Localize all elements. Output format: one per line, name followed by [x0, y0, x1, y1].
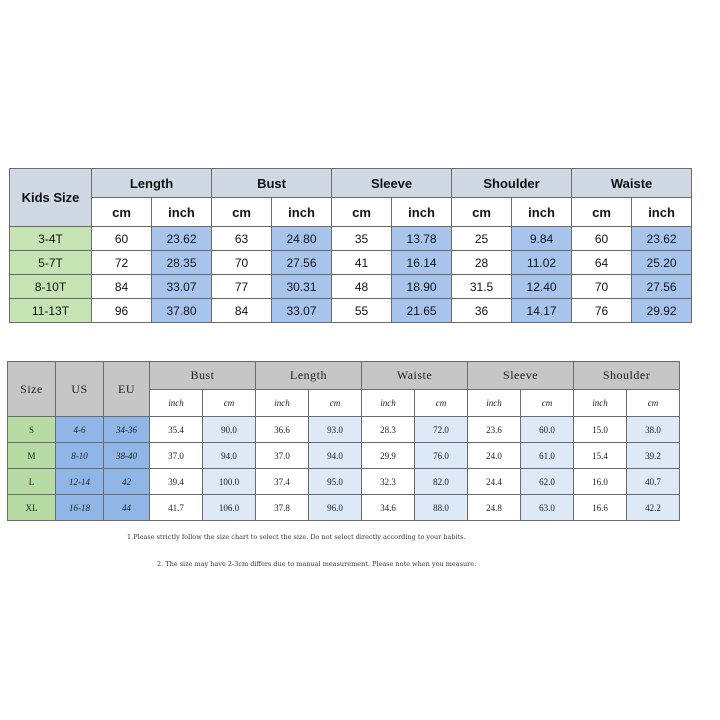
inch-value: 33.07	[272, 299, 332, 323]
inch-value: 35.4	[150, 417, 203, 443]
table-row	[10, 227, 692, 251]
inch-value: 16.14	[392, 251, 452, 275]
kids-size-chart	[9, 168, 692, 323]
inch-value: 34.6	[362, 495, 415, 521]
inch-value: 15.4	[574, 443, 627, 469]
kids-group-header: Bust	[212, 169, 332, 198]
inch-value: 37.80	[152, 299, 212, 323]
table-row	[10, 275, 692, 299]
kids-header-row	[10, 169, 692, 198]
inch-value: 9.84	[512, 227, 572, 251]
adult-size-chart	[7, 361, 680, 521]
inch-value: 24.8	[468, 495, 521, 521]
table-row	[8, 495, 680, 521]
size-cell: S	[8, 417, 56, 443]
cm-value: 60	[572, 227, 632, 251]
cm-value: 40.7	[627, 469, 680, 495]
unit-header: cm	[452, 198, 512, 227]
inch-value: 37.4	[256, 469, 309, 495]
inch-value: 37.0	[150, 443, 203, 469]
unit-header: cm	[627, 390, 680, 417]
cm-value: 96	[92, 299, 152, 323]
cm-value: 88.0	[415, 495, 468, 521]
inch-value: 21.65	[392, 299, 452, 323]
inch-value: 23.62	[632, 227, 692, 251]
cm-value: 94.0	[203, 443, 256, 469]
unit-header: cm	[332, 198, 392, 227]
eu-size-cell: 38-40	[104, 443, 150, 469]
cm-value: 64	[572, 251, 632, 275]
unit-header: cm	[572, 198, 632, 227]
adult-group-header: Shoulder	[574, 362, 680, 390]
inch-value: 29.92	[632, 299, 692, 323]
size-note-1: 1.Please strictly follow the size chart to select the size. Do not select directly according to your habits.	[127, 533, 466, 541]
cm-value: 106.0	[203, 495, 256, 521]
adult-header-row	[8, 362, 680, 390]
unit-header: cm	[309, 390, 362, 417]
us-size-cell: 8-10	[56, 443, 104, 469]
cm-value: 61.0	[521, 443, 574, 469]
inch-value: 27.56	[632, 275, 692, 299]
cm-value: 76	[572, 299, 632, 323]
unit-header: inch	[256, 390, 309, 417]
inch-value: 13.78	[392, 227, 452, 251]
inch-value: 14.17	[512, 299, 572, 323]
cm-value: 84	[212, 299, 272, 323]
adult-eu-header: EU	[104, 362, 150, 417]
unit-header: cm	[521, 390, 574, 417]
cm-value: 100.0	[203, 469, 256, 495]
unit-header: inch	[152, 198, 212, 227]
adult-size-header: Size	[8, 362, 56, 417]
cm-value: 39.2	[627, 443, 680, 469]
inch-value: 16.0	[574, 469, 627, 495]
eu-size-cell: 44	[104, 495, 150, 521]
inch-value: 16.6	[574, 495, 627, 521]
unit-header: cm	[212, 198, 272, 227]
size-cell: L	[8, 469, 56, 495]
cm-value: 84	[92, 275, 152, 299]
cm-value: 95.0	[309, 469, 362, 495]
us-size-cell: 12-14	[56, 469, 104, 495]
inch-value: 11.02	[512, 251, 572, 275]
cm-value: 28	[452, 251, 512, 275]
adult-us-header: US	[56, 362, 104, 417]
cm-value: 70	[572, 275, 632, 299]
kids-group-header: Length	[92, 169, 212, 198]
inch-value: 18.90	[392, 275, 452, 299]
cm-value: 36	[452, 299, 512, 323]
unit-header: inch	[362, 390, 415, 417]
inch-value: 23.62	[152, 227, 212, 251]
inch-value: 23.6	[468, 417, 521, 443]
adult-group-header: Sleeve	[468, 362, 574, 390]
cm-value: 82.0	[415, 469, 468, 495]
eu-size-cell: 42	[104, 469, 150, 495]
unit-header: inch	[272, 198, 332, 227]
unit-header: inch	[632, 198, 692, 227]
kids-size-header: Kids Size	[10, 169, 92, 227]
inch-value: 24.80	[272, 227, 332, 251]
size-note-2: 2. The size may have 2-3cm differs due to manual measurement. Please note when you measure.	[157, 560, 477, 568]
cm-value: 31.5	[452, 275, 512, 299]
unit-header: cm	[415, 390, 468, 417]
cm-value: 62.0	[521, 469, 574, 495]
adult-group-header: Bust	[150, 362, 256, 390]
size-cell: M	[8, 443, 56, 469]
inch-value: 29.9	[362, 443, 415, 469]
kids-unit-row	[10, 198, 692, 227]
unit-header: cm	[92, 198, 152, 227]
kids-group-header: Shoulder	[452, 169, 572, 198]
inch-value: 37.8	[256, 495, 309, 521]
inch-value: 36.6	[256, 417, 309, 443]
inch-value: 30.31	[272, 275, 332, 299]
inch-value: 12.40	[512, 275, 572, 299]
size-cell: 5-7T	[10, 251, 92, 275]
inch-value: 28.35	[152, 251, 212, 275]
unit-header: inch	[574, 390, 627, 417]
cm-value: 60.0	[521, 417, 574, 443]
cm-value: 63	[212, 227, 272, 251]
adult-group-header: Waiste	[362, 362, 468, 390]
cm-value: 35	[332, 227, 392, 251]
cm-value: 90.0	[203, 417, 256, 443]
cm-value: 72	[92, 251, 152, 275]
cm-value: 63.0	[521, 495, 574, 521]
cm-value: 96.0	[309, 495, 362, 521]
cm-value: 42.2	[627, 495, 680, 521]
unit-header: inch	[150, 390, 203, 417]
us-size-cell: 16-18	[56, 495, 104, 521]
inch-value: 24.4	[468, 469, 521, 495]
cm-value: 48	[332, 275, 392, 299]
unit-header: inch	[392, 198, 452, 227]
inch-value: 41.7	[150, 495, 203, 521]
cm-value: 93.0	[309, 417, 362, 443]
inch-value: 37.0	[256, 443, 309, 469]
kids-group-header: Waiste	[572, 169, 692, 198]
size-cell: 8-10T	[10, 275, 92, 299]
cm-value: 70	[212, 251, 272, 275]
unit-header: inch	[468, 390, 521, 417]
size-cell: 11-13T	[10, 299, 92, 323]
cm-value: 25	[452, 227, 512, 251]
cm-value: 41	[332, 251, 392, 275]
table-row	[10, 299, 692, 323]
eu-size-cell: 34-36	[104, 417, 150, 443]
inch-value: 32.3	[362, 469, 415, 495]
table-row	[8, 443, 680, 469]
cm-value: 60	[92, 227, 152, 251]
inch-value: 25.20	[632, 251, 692, 275]
adult-table-body	[8, 417, 680, 521]
inch-value: 39.4	[150, 469, 203, 495]
cm-value: 76.0	[415, 443, 468, 469]
size-cell: 3-4T	[10, 227, 92, 251]
cm-value: 72.0	[415, 417, 468, 443]
kids-group-header: Sleeve	[332, 169, 452, 198]
unit-header: cm	[203, 390, 256, 417]
table-row	[8, 469, 680, 495]
cm-value: 77	[212, 275, 272, 299]
cm-value: 94.0	[309, 443, 362, 469]
inch-value: 24.0	[468, 443, 521, 469]
unit-header: inch	[512, 198, 572, 227]
inch-value: 28.3	[362, 417, 415, 443]
table-row	[10, 251, 692, 275]
size-cell: XL	[8, 495, 56, 521]
inch-value: 27.56	[272, 251, 332, 275]
cm-value: 38.0	[627, 417, 680, 443]
us-size-cell: 4-6	[56, 417, 104, 443]
inch-value: 33.07	[152, 275, 212, 299]
cm-value: 55	[332, 299, 392, 323]
adult-group-header: Length	[256, 362, 362, 390]
inch-value: 15.0	[574, 417, 627, 443]
kids-table-body	[10, 227, 692, 323]
table-row	[8, 417, 680, 443]
